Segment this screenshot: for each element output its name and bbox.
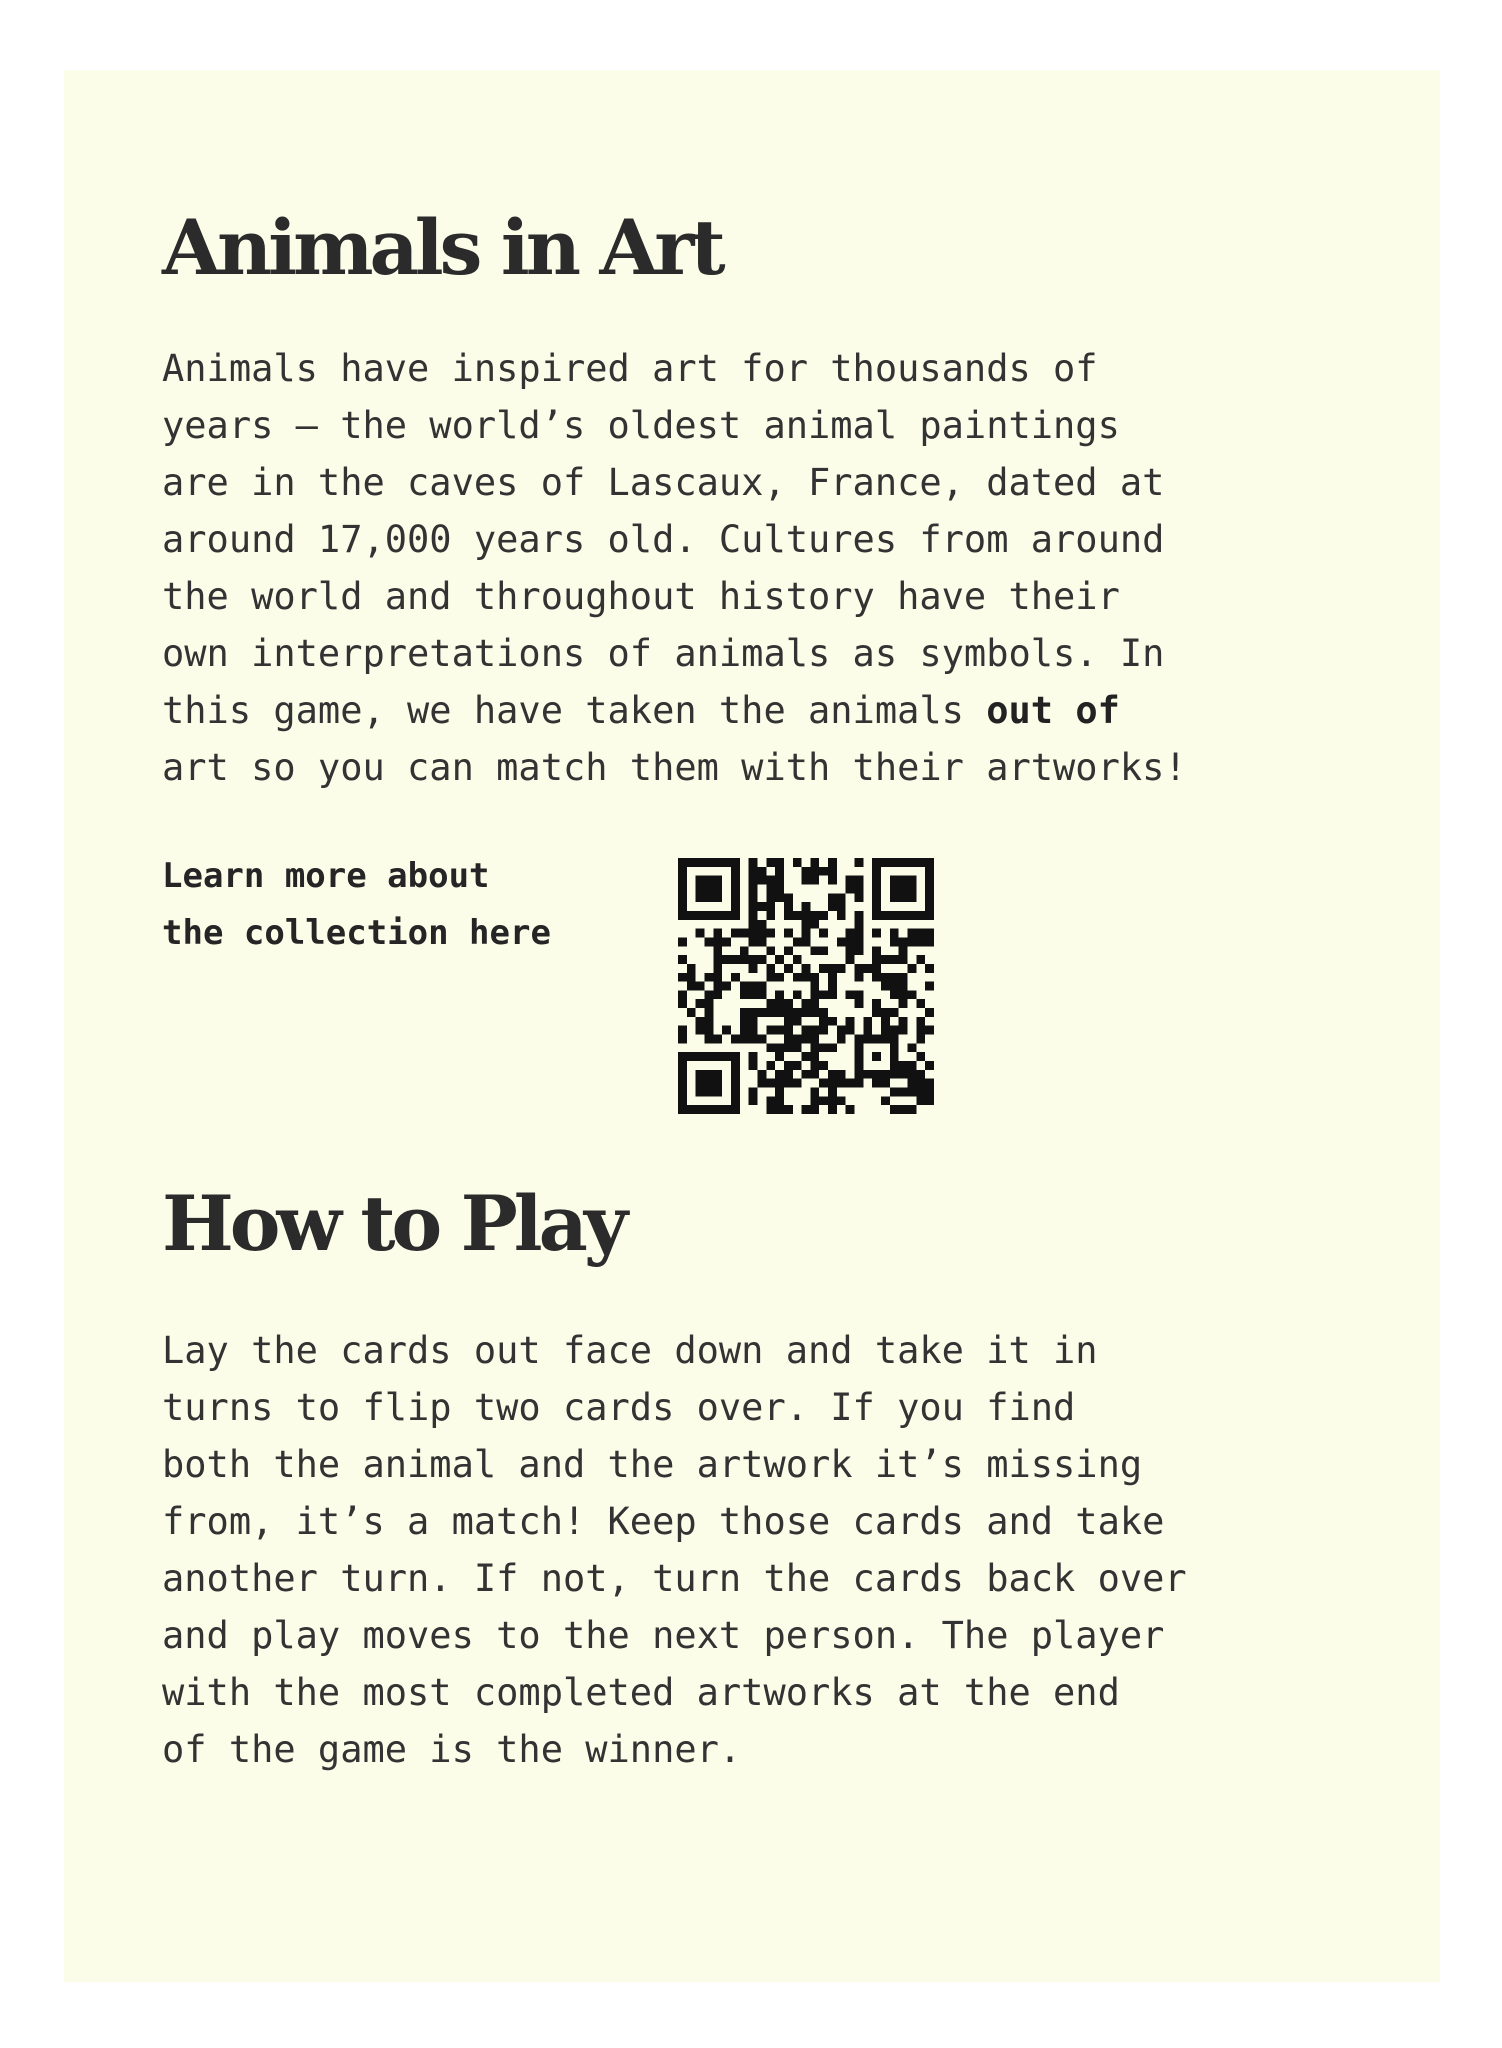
howto-line: with the most completed artworks at the end	[162, 1671, 1120, 1714]
card-content	[162, 130, 1282, 1778]
intro-line-text: this game, we have taken the animals	[162, 689, 987, 732]
howto-line: another turn. If not, turn the cards back over	[162, 1557, 1187, 1600]
howto-line: turns to flip two cards over. If you find	[162, 1386, 1076, 1429]
intro-line: own interpretations of animals as symbols. In	[162, 632, 1165, 675]
animals-in-art-heading: Animals in Art	[162, 203, 722, 292]
howto-line: Lay the cards out face down and take it in	[162, 1329, 1098, 1372]
intro-line: the world and throughout history have their	[162, 575, 1120, 618]
how-to-play-paragraph	[162, 1322, 1282, 1778]
learn-more-line-1: Learn more about	[162, 856, 490, 896]
howto-line: of the game is the winner.	[162, 1728, 742, 1771]
how-to-play-heading: How to Play	[162, 1179, 625, 1268]
emphasis-out-of: out of	[986, 689, 1120, 732]
howto-line: and play moves to the next person. The player	[162, 1614, 1165, 1657]
intro-paragraph	[162, 340, 1282, 796]
learn-more-text	[162, 848, 551, 962]
qr-code-icon[interactable]	[678, 858, 934, 1114]
learn-more-line-2: the collection here	[162, 913, 551, 953]
intro-line: around 17,000 years old. Cultures from around	[162, 518, 1165, 561]
intro-line: are in the caves of Lascaux, France, dated at	[162, 461, 1165, 504]
intro-line: years – the world’s oldest animal paintings	[162, 404, 1120, 447]
howto-line: from, it’s a match! Keep those cards and take	[162, 1500, 1165, 1543]
howto-line: both the animal and the artwork it’s missing	[162, 1443, 1143, 1486]
intro-line	[162, 682, 1282, 739]
intro-line: art so you can match them with their artworks!	[162, 746, 1187, 789]
learn-more-row	[162, 842, 1282, 1108]
intro-line: Animals have inspired art for thousands of	[162, 347, 1098, 390]
